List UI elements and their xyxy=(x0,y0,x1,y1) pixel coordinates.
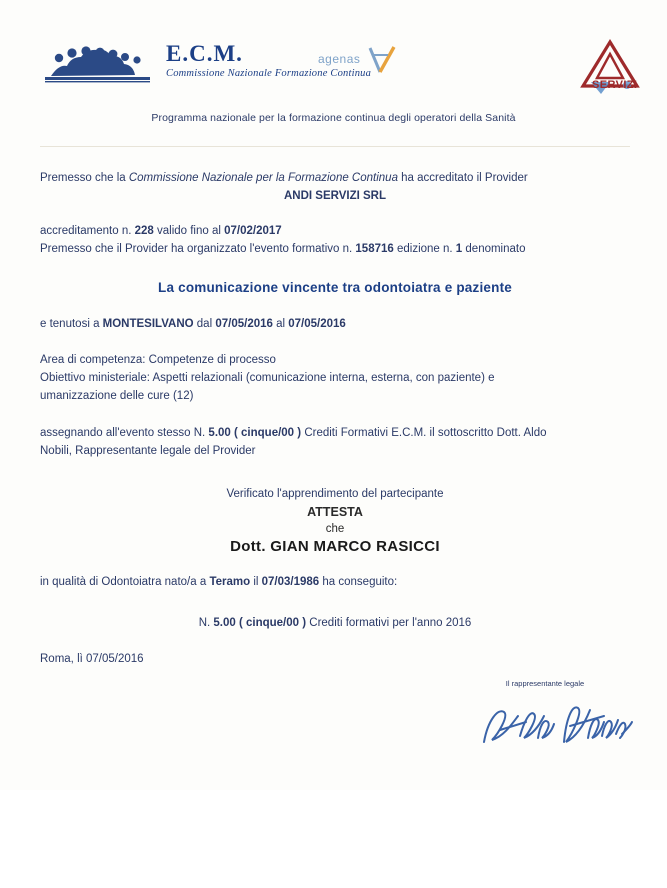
crediti-riga-numero: 5.00 xyxy=(213,617,236,629)
qualita-mid: il xyxy=(250,576,262,588)
accreditamento-valid-date: 07/02/2017 xyxy=(224,225,282,237)
luogo-data-value: 07/05/2016 xyxy=(86,653,144,665)
che-label: che xyxy=(325,523,345,535)
obiettivo-label: Obiettivo ministeriale: xyxy=(40,372,153,384)
partecipante-name: Dott. GIAN MARCO RASICCI xyxy=(230,538,440,555)
document-header xyxy=(0,18,667,90)
tenutosi-mid: dal xyxy=(193,318,216,330)
ecm-subtitle: Commissione Nazionale Formazione Continua xyxy=(166,68,372,79)
provider-name: ANDI SERVIZI SRL xyxy=(283,190,387,202)
firma-label: Il rappresentante legale xyxy=(505,679,585,688)
premesso-post: ha accreditato il Provider xyxy=(397,172,528,184)
crediti-numero: 5.00 xyxy=(208,427,231,439)
tenutosi-mid2: al xyxy=(272,318,289,330)
qualita-post: ha conseguito: xyxy=(319,576,398,588)
tenutosi-pre: e tenutosi a xyxy=(40,318,103,330)
andi-servizi-label: SERVIZI xyxy=(592,79,638,91)
evento-luogo: MONTESILVANO xyxy=(102,318,194,330)
luogo-data-pre: Roma, lì xyxy=(40,653,87,665)
crediti-riga-lettere: ( cinque/00 ) xyxy=(235,617,310,629)
assegnando-post: Crediti Formativi E.C.M. il sottoscritto Dott. Aldo xyxy=(304,427,547,439)
accreditamento-number: 228 xyxy=(134,225,154,237)
evento-formativo-line xyxy=(40,241,630,258)
crediti-conseguiti-line xyxy=(40,615,630,632)
attesta-label: ATTESTA xyxy=(307,505,363,519)
obiettivo-ministeriale-line2: umanizzazione delle cure (12) xyxy=(40,390,194,402)
agenas-logo xyxy=(318,46,398,74)
luogo-nascita: Teramo xyxy=(209,576,251,588)
page-footer-blank xyxy=(0,790,667,888)
evento-data-fine: 07/05/2016 xyxy=(288,318,346,330)
crediti-lettere: ( cinque/00 ) xyxy=(230,427,305,439)
accreditamento-line xyxy=(40,223,630,240)
area-value: Competenze di processo xyxy=(148,354,276,366)
evento-title: La comunicazione vincente tra odontoiatra e paziente xyxy=(158,280,512,295)
obiettivo-value-line1: Aspetti relazionali (comunicazione interna, esterna, con paziente) e xyxy=(152,372,495,384)
crediti-anno: 2016 xyxy=(445,617,472,629)
header-divider xyxy=(40,146,630,147)
assegnando-crediti-line2: Nobili, Rappresentante legale del Provider xyxy=(40,445,256,457)
programma-nazionale-line: Programma nazionale per la formazione continua degli operatori della Sanità xyxy=(151,112,516,124)
crediti-riga-post: Crediti formativi per l'anno xyxy=(309,617,446,629)
agenas-label: agenas xyxy=(318,52,361,66)
agenas-mark-icon xyxy=(368,46,398,79)
evento-pre: Premesso che il Provider ha organizzato l'evento formativo n. xyxy=(40,243,356,255)
evento-data-inizio: 07/05/2016 xyxy=(215,318,273,330)
premesso-pre: Premesso che la xyxy=(40,172,129,184)
assegnando-crediti-line xyxy=(40,425,630,442)
qualita-line xyxy=(40,574,630,591)
tenutosi-line xyxy=(40,316,630,333)
luogo-data-line xyxy=(40,651,630,668)
premesso-provider-line xyxy=(40,170,630,187)
obiettivo-ministeriale-line xyxy=(40,370,630,387)
evento-post: denominato xyxy=(462,243,526,255)
ecm-people-icon xyxy=(45,44,150,84)
commissione-nazionale-italic: Commissione Nazionale per la Formazione Continua xyxy=(128,172,398,184)
qualita-pre: in qualità di Odontoiatra nato/a a xyxy=(40,576,210,588)
edizione-number: 1 xyxy=(455,243,463,255)
crediti-riga-pre: N. xyxy=(198,617,214,629)
evento-number: 158716 xyxy=(355,243,394,255)
verificato-apprendimento-line: Verificato l'apprendimento del partecipante xyxy=(226,488,444,500)
area-competenza-line xyxy=(40,352,630,369)
evento-mid: edizione n. xyxy=(393,243,456,255)
assegnando-pre: assegnando all'evento stesso N. xyxy=(40,427,209,439)
data-nascita: 07/03/1986 xyxy=(261,576,320,588)
accreditamento-mid: valido fino al xyxy=(153,225,225,237)
ecm-title: E.C.M. xyxy=(166,41,243,66)
area-label: Area di competenza: xyxy=(40,354,149,366)
signature-image xyxy=(478,690,638,760)
accreditamento-pre: accreditamento n. xyxy=(40,225,135,237)
